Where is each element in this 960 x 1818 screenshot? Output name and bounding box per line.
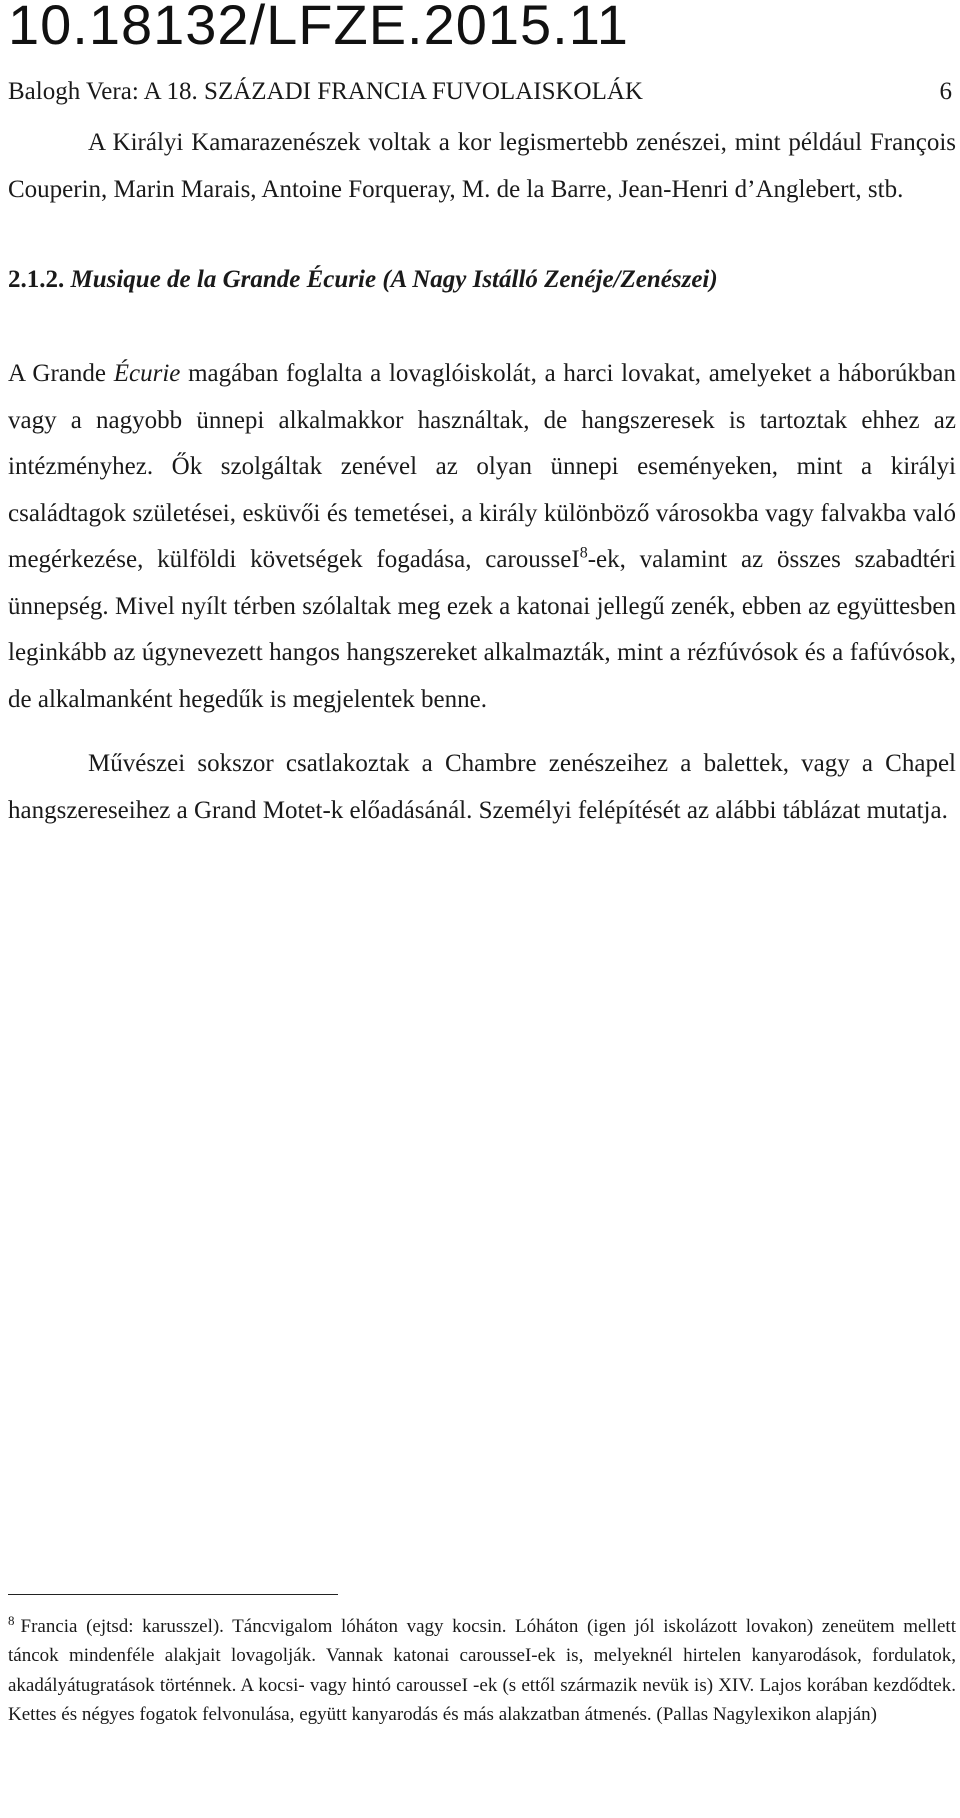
footnote-separator [8,1594,338,1595]
footnote [8,1612,956,1730]
header-title: Balogh Vera: A 18. SZÁZADI FRANCIA FUVOLAISKOLÁK [8,78,643,105]
paragraph-grande-ecurie [8,351,956,723]
intro-paragraph: A Királyi Kamarazenészek voltak a kor legismertebb zenészei, mint például François Couperin, Marin Marais, Antoine Forqueray, M. de la Barre, Jean-Henri d’Anglebert, stb. [8,129,956,203]
paragraph-musicians: Művészei sokszor csatlakoztak a Chambre zenészeihez a balettek, vagy a Chapel hangszereseihez a Grand Motet-k előadásánál. Személyi felépítését az alábbi táblázat mutatja. [8,750,956,824]
paragraph-text: magában foglalta a lovaglóiskolát, a harci lovakat, amelyeket a háborúkban vagy a nagyobb ünnepi alkalmakkor használtak, de hangszeresek is tartoztak ehhez az intézményhez. Ők szolgáltak zenével az olyan ünnepi eseményeken, mint a királyi családtagok születései, esküvői és temetései, a király különböző városokba vagy falvakba való megérkezése, külföldi követségek fogadása, carousseI [8,360,956,573]
page-body [8,120,956,834]
page-number: 6 [939,78,952,105]
section-heading [8,257,956,303]
running-header [8,78,952,106]
doi-watermark: 10.18132/LFZE.2015.11 [8,0,629,56]
footnote-reference: 8 [579,544,588,562]
spacer [8,723,956,741]
footnote-marker: 8 [8,1612,15,1628]
section-title: Musique de la Grande Écurie (A Nagy Istálló Zenéje/Zenészei) [70,266,718,293]
spacer [8,213,956,257]
spacer [8,303,956,351]
section-number: 2.1.2. [8,266,65,293]
paragraph-text: -ek, valamint az összes szabadtéri ünnepség. Mivel nyílt térben szólaltak meg ezek a katonai jellegű zenék, ebben az együttesben leginkább az úgynevezett hangos hangszereket alkalmazták, mint a rézfúvósok és a fafúvósok, de alkalmanként hegedűk is megjelentek benne. [8,546,956,713]
footnote-text: Francia (ejtsd: karusszel). Táncvigalom lóháton vagy kocsin. Lóháton (igen jól iskolázott lovakon) zeneütem mellett táncok mindenféle alakjait lovagolják. Vannak katonai carousseI-ek is, melyeknél hirtelen kanyarodások, fordulatok, akadályátugratások történnek. A kocsi- vagy hintó carousseI -ek (s ettől származik nevük is) XIV. Lajos korában kezdődtek. Kettes és négyes fogatok felvonulása, együtt kanyarodás és más alakzatban átmenés. (Pallas Nagylexikon alapján) [8,1616,956,1726]
paragraph-text: A Grande [8,360,114,387]
ecurie-term: Écurie [113,360,181,387]
